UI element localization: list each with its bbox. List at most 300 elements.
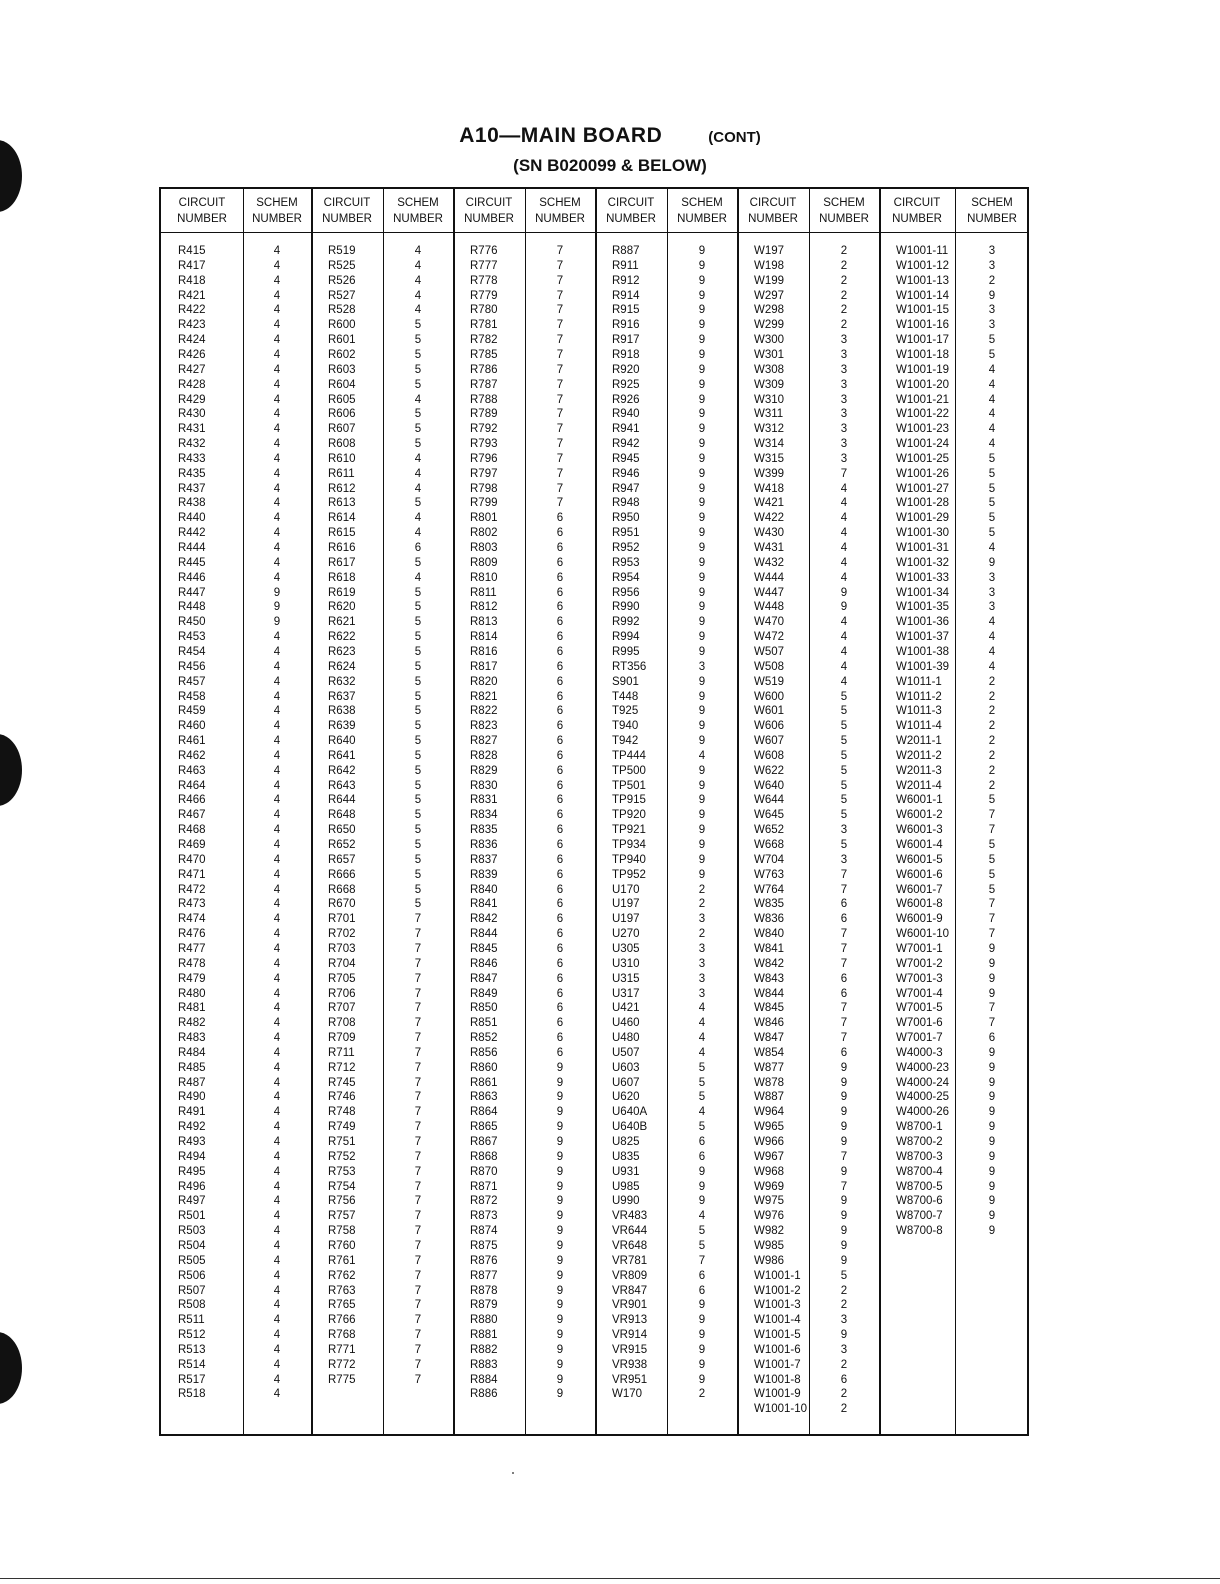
circuit-number-cell: R749 <box>328 1121 356 1134</box>
circuit-number-cell: W1001-12 <box>896 259 950 272</box>
schem-number-cell: 9 <box>698 1358 706 1371</box>
schem-number-cell: 4 <box>273 690 281 703</box>
header-schem-number: SCHEM NUMBER <box>393 197 443 225</box>
circuit-number-cell: R778 <box>470 274 498 287</box>
schem-number-cell: 7 <box>988 809 996 822</box>
circuit-number-cell: W622 <box>754 764 785 777</box>
circuit-number-cell: R757 <box>328 1210 356 1223</box>
circuit-number-cell: R426 <box>178 348 206 361</box>
schem-number-cell: 9 <box>988 1076 996 1089</box>
schem-number-cell: 9 <box>556 1239 564 1252</box>
schem-number-cell: 5 <box>988 839 996 851</box>
circuit-number-cell: R701 <box>328 913 356 926</box>
schem-number-cell: 5 <box>840 779 848 792</box>
header-circuit-number: CIRCUIT NUMBER <box>177 197 227 225</box>
circuit-number-cell: W1001-4 <box>754 1314 801 1327</box>
circuit-number-cell: R821 <box>470 690 498 703</box>
schem-number-cell: 5 <box>414 408 422 421</box>
circuit-number-cell: R666 <box>328 868 356 881</box>
schem-number-cell: 9 <box>273 586 281 599</box>
header-circuit-number: CIRCUIT NUMBER <box>892 197 942 225</box>
circuit-number-cell: R745 <box>328 1076 356 1089</box>
schem-number-cell: 4 <box>414 452 422 465</box>
circuit-number-cell: W6001-8 <box>896 898 943 911</box>
schem-number-cell: 4 <box>414 289 422 302</box>
circuit-number-cell: R432 <box>178 438 206 451</box>
circuit-number-cell: W170 <box>612 1388 643 1401</box>
circuit-number-cell: W197 <box>754 245 785 257</box>
binder-hole <box>0 734 22 806</box>
parts-table <box>159 187 1029 1436</box>
schem-number-cell: 4 <box>273 1329 281 1342</box>
schem-number-cell: 4 <box>273 779 281 792</box>
circuit-number-cell: U170 <box>612 883 640 896</box>
schem-number-cell: 7 <box>414 1046 422 1059</box>
schem-number-cell: 7 <box>414 913 422 926</box>
circuit-number-cell: R882 <box>470 1343 498 1356</box>
schem-number-cell: 9 <box>556 1091 564 1104</box>
schem-number-cell: 9 <box>988 289 996 302</box>
schem-number-cell: 9 <box>698 764 706 777</box>
schem-number-cell: 5 <box>988 868 996 881</box>
schem-number-cell: 4 <box>273 1180 281 1193</box>
schem-number-cell: 4 <box>273 1165 281 1178</box>
circuit-number-cell: R860 <box>470 1061 498 1074</box>
schem-number-cell: 5 <box>698 1239 706 1252</box>
schem-number-cell: 2 <box>988 720 996 733</box>
schem-number-cell: 4 <box>414 482 422 495</box>
circuit-number-cell: R768 <box>328 1329 356 1342</box>
circuit-number-cell: R780 <box>470 304 498 317</box>
circuit-number-cell: W1001-25 <box>896 452 950 465</box>
schem-number-cell: 7 <box>414 1269 422 1282</box>
schem-number-cell: 5 <box>988 794 996 807</box>
schem-number-cell: 6 <box>556 749 564 762</box>
circuit-number-cell: W1001-28 <box>896 497 950 510</box>
circuit-number-cell: W309 <box>754 378 785 391</box>
circuit-number-cell: R476 <box>178 928 206 941</box>
schem-number-cell: 9 <box>556 1210 564 1223</box>
circuit-number-cell: R912 <box>612 274 640 287</box>
schem-number-cell: 9 <box>698 245 706 257</box>
circuit-number-cell: W8700-6 <box>896 1195 943 1208</box>
circuit-number-cell: R600 <box>328 319 356 332</box>
schem-number-cell: 4 <box>273 942 281 955</box>
circuit-number-cell: R623 <box>328 645 356 658</box>
circuit-number-cell: W1011-1 <box>896 675 942 688</box>
schem-number-cell: 4 <box>414 304 422 317</box>
circuit-number-cell: W968 <box>754 1165 785 1178</box>
schem-number-cell: 3 <box>988 586 996 599</box>
schem-number-cell: 9 <box>556 1136 564 1148</box>
schem-number-cell: 5 <box>414 497 422 510</box>
circuit-number-cell: R918 <box>612 348 640 361</box>
schem-number-cell: 9 <box>698 1329 706 1342</box>
group-divider <box>595 189 597 1434</box>
schem-number-cell: 9 <box>273 616 281 629</box>
circuit-number-cell: R789 <box>470 408 498 421</box>
schem-number-cell: 6 <box>556 868 564 881</box>
schem-number-cell: 3 <box>698 987 706 1000</box>
circuit-number-cell: R995 <box>612 645 640 658</box>
schem-number-cell: 9 <box>698 809 706 822</box>
schem-number-cell: 7 <box>556 393 564 406</box>
schem-number-cell: 7 <box>414 1373 422 1386</box>
circuit-number-cell: W4000-24 <box>896 1076 950 1089</box>
circuit-number-cell: W976 <box>754 1210 785 1223</box>
circuit-number-cell: R514 <box>178 1358 206 1371</box>
schem-number-cell: 4 <box>273 319 281 332</box>
circuit-number-cell: R881 <box>470 1329 498 1342</box>
circuit-number-cell: R760 <box>328 1239 356 1252</box>
schem-number-cell: 4 <box>698 1032 706 1045</box>
circuit-number-cell: W1001-3 <box>754 1299 801 1312</box>
schem-number-cell: 6 <box>988 1032 996 1045</box>
circuit-number-cell: R428 <box>178 378 206 391</box>
circuit-number-cell: VR913 <box>612 1314 648 1327</box>
schem-number-cell: 4 <box>414 512 422 525</box>
schem-number-cell: 7 <box>988 1017 996 1030</box>
schem-number-cell: 7 <box>414 1254 422 1267</box>
circuit-number-cell: U985 <box>612 1180 640 1193</box>
schem-number-cell: 9 <box>988 1165 996 1178</box>
circuit-number-cell: R951 <box>612 527 640 540</box>
circuit-number-cell: T448 <box>612 690 639 703</box>
schem-number-cell: 5 <box>698 1121 706 1134</box>
schem-number-cell: 4 <box>273 853 281 866</box>
circuit-number-cell: R809 <box>470 556 498 569</box>
circuit-number-cell: R468 <box>178 824 206 837</box>
schem-number-cell: 4 <box>273 749 281 762</box>
schem-number-cell: 4 <box>273 348 281 361</box>
circuit-number-cell: W1001-35 <box>896 601 950 614</box>
schem-number-cell: 3 <box>988 319 996 332</box>
schem-number-cell: 5 <box>988 348 996 361</box>
schem-number-cell: 7 <box>556 378 564 391</box>
schem-number-cell: 4 <box>273 1017 281 1030</box>
circuit-number-cell: W1001-7 <box>754 1358 801 1371</box>
circuit-number-cell: W845 <box>754 1002 785 1015</box>
circuit-number-cell: R779 <box>470 289 498 302</box>
schem-number-cell: 5 <box>414 675 422 688</box>
circuit-number-cell: R612 <box>328 482 356 495</box>
circuit-number-cell: R435 <box>178 467 206 480</box>
schem-number-cell: 6 <box>556 1046 564 1059</box>
circuit-number-cell: W8700-2 <box>896 1136 943 1148</box>
circuit-number-cell: W608 <box>754 749 785 762</box>
circuit-number-cell: R643 <box>328 779 356 792</box>
schem-number-cell: 4 <box>273 839 281 851</box>
schem-number-cell: 5 <box>414 438 422 451</box>
circuit-number-cell: R771 <box>328 1343 356 1356</box>
schem-number-cell: 5 <box>414 720 422 733</box>
schem-number-cell: 9 <box>840 1061 848 1074</box>
schem-number-cell: 6 <box>556 705 564 718</box>
circuit-number-cell: R748 <box>328 1106 356 1119</box>
circuit-number-cell: R756 <box>328 1195 356 1208</box>
schem-number-cell: 9 <box>698 452 706 465</box>
schem-number-cell: 4 <box>273 1032 281 1045</box>
circuit-number-cell: R637 <box>328 690 356 703</box>
circuit-number-cell: R796 <box>470 452 498 465</box>
schem-number-cell: 6 <box>556 645 564 658</box>
circuit-number-cell: R512 <box>178 1329 206 1342</box>
schem-number-cell: 3 <box>988 304 996 317</box>
schem-number-cell: 7 <box>556 289 564 302</box>
schem-number-cell: 5 <box>698 1225 706 1238</box>
schem-number-cell: 6 <box>556 631 564 644</box>
schem-number-cell: 9 <box>698 542 706 554</box>
schem-number-cell: 7 <box>556 274 564 287</box>
schem-number-cell: 7 <box>414 1314 422 1327</box>
circuit-number-cell: R956 <box>612 586 640 599</box>
circuit-number-cell: W8700-8 <box>896 1225 943 1238</box>
schem-number-cell: 2 <box>840 1284 848 1297</box>
schem-number-cell: 5 <box>988 512 996 525</box>
circuit-number-cell: R483 <box>178 1032 206 1045</box>
schem-number-cell: 9 <box>556 1358 564 1371</box>
schem-number-cell: 7 <box>414 1150 422 1163</box>
schem-number-cell: 4 <box>273 467 281 480</box>
circuit-number-cell: W843 <box>754 972 785 985</box>
schem-number-cell: 9 <box>556 1314 564 1327</box>
schem-number-cell: 4 <box>273 1091 281 1104</box>
schem-number-cell: 7 <box>414 928 422 941</box>
schem-number-cell: 9 <box>698 735 706 748</box>
schem-number-cell: 6 <box>840 987 848 1000</box>
circuit-number-cell: R711 <box>328 1046 355 1059</box>
schem-number-cell: 7 <box>414 1017 422 1030</box>
circuit-number-cell: R775 <box>328 1373 356 1386</box>
circuit-number-cell: R460 <box>178 720 206 733</box>
circuit-number-cell: VR809 <box>612 1269 648 1282</box>
schem-number-cell: 4 <box>273 556 281 569</box>
circuit-number-cell: R471 <box>178 868 206 881</box>
circuit-number-cell: R875 <box>470 1239 498 1252</box>
circuit-number-cell: R632 <box>328 675 356 688</box>
circuit-number-cell: TP920 <box>612 809 646 822</box>
schem-number-cell: 7 <box>840 928 848 941</box>
circuit-number-cell: W1001-31 <box>896 542 950 554</box>
circuit-number-cell: R878 <box>470 1284 498 1297</box>
circuit-number-cell: R493 <box>178 1136 206 1148</box>
schem-number-cell: 7 <box>840 957 848 970</box>
circuit-number-cell: R608 <box>328 438 356 451</box>
schem-number-cell: 9 <box>698 839 706 851</box>
circuit-number-cell: W1001-29 <box>896 512 950 525</box>
circuit-number-cell: W430 <box>754 527 785 540</box>
schem-number-cell: 5 <box>414 586 422 599</box>
schem-number-cell: 4 <box>273 675 281 688</box>
schem-number-cell: 9 <box>698 348 706 361</box>
schem-number-cell: 5 <box>414 660 422 673</box>
circuit-number-cell: W1001-18 <box>896 348 950 361</box>
circuit-number-cell: R945 <box>612 452 640 465</box>
circuit-number-cell: R884 <box>470 1373 498 1386</box>
circuit-number-cell: TP940 <box>612 853 646 866</box>
circuit-number-cell: R613 <box>328 497 356 510</box>
circuit-number-cell: R941 <box>612 423 640 436</box>
schem-number-cell: 6 <box>556 601 564 614</box>
schem-number-cell: 9 <box>698 467 706 480</box>
circuit-number-cell: R851 <box>470 1017 498 1030</box>
schem-number-cell: 2 <box>840 1358 848 1371</box>
schem-number-cell: 2 <box>840 319 848 332</box>
schem-number-cell: 4 <box>273 1106 281 1119</box>
schem-number-cell: 7 <box>840 942 848 955</box>
circuit-number-cell: R610 <box>328 452 356 465</box>
circuit-number-cell: W846 <box>754 1017 785 1030</box>
circuit-number-cell: R491 <box>178 1106 206 1119</box>
schem-number-cell: 9 <box>556 1373 564 1386</box>
schem-number-cell: 9 <box>698 720 706 733</box>
circuit-number-cell: W840 <box>754 928 785 941</box>
circuit-number-cell: W640 <box>754 779 785 792</box>
circuit-number-cell: R814 <box>470 631 498 644</box>
schem-number-cell: 9 <box>698 304 706 317</box>
circuit-number-cell: R469 <box>178 839 206 851</box>
circuit-number-cell: R754 <box>328 1180 356 1193</box>
circuit-number-cell: W8700-4 <box>896 1165 943 1178</box>
schem-number-cell: 4 <box>273 1299 281 1312</box>
circuit-number-cell: W1001-10 <box>754 1403 808 1416</box>
schem-number-cell: 4 <box>840 631 848 644</box>
circuit-number-cell: W8700-1 <box>896 1121 943 1134</box>
schem-number-cell: 4 <box>273 1195 281 1208</box>
circuit-number-cell: R492 <box>178 1121 206 1134</box>
schem-number-cell: 6 <box>698 1269 706 1282</box>
schem-number-cell: 9 <box>556 1284 564 1297</box>
circuit-number-cell: R485 <box>178 1061 206 1074</box>
schem-number-cell: 5 <box>414 749 422 762</box>
schem-number-cell: 4 <box>698 1002 706 1015</box>
schem-number-cell: 4 <box>273 1121 281 1134</box>
schem-number-cell: 9 <box>698 1373 706 1386</box>
circuit-number-cell: R753 <box>328 1165 356 1178</box>
circuit-number-cell: R846 <box>470 957 498 970</box>
title-main: A10—MAIN BOARD <box>459 124 663 147</box>
circuit-number-cell: VR781 <box>612 1254 648 1267</box>
schem-number-cell: 4 <box>273 1225 281 1238</box>
schem-number-cell: 4 <box>273 423 281 436</box>
circuit-number-cell: R496 <box>178 1180 206 1193</box>
circuit-number-cell: R811 <box>470 586 497 599</box>
circuit-number-cell: R793 <box>470 438 498 451</box>
circuit-number-cell: R887 <box>612 245 640 257</box>
schem-number-cell: 6 <box>556 512 564 525</box>
schem-number-cell: 7 <box>840 467 848 480</box>
schem-number-cell: 9 <box>698 1180 706 1193</box>
schem-number-cell: 4 <box>273 809 281 822</box>
schem-number-cell: 5 <box>840 690 848 703</box>
circuit-number-cell: W6001-4 <box>896 839 943 851</box>
schem-number-cell: 7 <box>988 824 996 837</box>
circuit-number-cell: W1011-3 <box>896 705 942 718</box>
schem-number-cell: 4 <box>414 245 422 257</box>
schem-number-cell: 9 <box>988 957 996 970</box>
schem-number-cell: 4 <box>988 393 996 406</box>
schem-number-cell: 9 <box>698 1165 706 1178</box>
schem-number-cell: 6 <box>840 972 848 985</box>
page-bottom-rule <box>0 1578 1220 1579</box>
circuit-number-cell: R470 <box>178 853 206 866</box>
schem-number-cell: 5 <box>840 764 848 777</box>
schem-number-cell: 7 <box>414 1076 422 1089</box>
circuit-number-cell: W985 <box>754 1239 785 1252</box>
circuit-number-cell: W1001-30 <box>896 527 950 540</box>
schem-number-cell: 3 <box>698 972 706 985</box>
schem-number-cell: 9 <box>698 363 706 376</box>
schem-number-cell: 9 <box>988 1225 996 1238</box>
circuit-number-cell: VR951 <box>612 1373 648 1386</box>
schem-number-cell: 7 <box>414 1239 422 1252</box>
schem-number-cell: 4 <box>273 1284 281 1297</box>
circuit-number-cell: W8700-7 <box>896 1210 943 1223</box>
schem-number-cell: 6 <box>840 1046 848 1059</box>
circuit-number-cell: R429 <box>178 393 206 406</box>
circuit-number-cell: W763 <box>754 868 785 881</box>
schem-number-cell: 5 <box>988 467 996 480</box>
schem-number-cell: 4 <box>414 274 422 287</box>
circuit-number-cell: R841 <box>470 898 498 911</box>
schem-number-cell: 4 <box>840 660 848 673</box>
schem-number-cell: 6 <box>556 942 564 955</box>
circuit-number-cell: W199 <box>754 274 785 287</box>
circuit-number-cell: R801 <box>470 512 498 525</box>
circuit-number-cell: W1001-13 <box>896 274 950 287</box>
circuit-number-cell: R446 <box>178 571 206 584</box>
circuit-number-cell: R813 <box>470 616 498 629</box>
circuit-number-cell: W444 <box>754 571 785 584</box>
schem-number-cell: 4 <box>273 913 281 926</box>
circuit-number-cell: R762 <box>328 1269 356 1282</box>
circuit-number-cell: R497 <box>178 1195 206 1208</box>
schem-number-cell: 7 <box>414 1180 422 1193</box>
schem-number-cell: 6 <box>556 957 564 970</box>
schem-number-cell: 7 <box>414 1061 422 1074</box>
schem-number-cell: 6 <box>556 972 564 985</box>
schem-number-cell: 2 <box>988 749 996 762</box>
schem-number-cell: 4 <box>988 423 996 436</box>
circuit-number-cell: W301 <box>754 348 785 361</box>
group-divider <box>737 189 739 1434</box>
schem-number-cell: 9 <box>988 556 996 569</box>
circuit-number-cell: W878 <box>754 1076 785 1089</box>
circuit-number-cell: VR648 <box>612 1239 648 1252</box>
schem-number-cell: 9 <box>988 1121 996 1134</box>
schem-number-cell: 5 <box>414 334 422 347</box>
schem-number-cell: 5 <box>414 898 422 911</box>
circuit-number-cell: W601 <box>754 705 785 718</box>
circuit-number-cell: W1001-8 <box>754 1373 801 1386</box>
schem-number-cell: 9 <box>556 1299 564 1312</box>
schem-number-cell: 7 <box>556 423 564 436</box>
circuit-number-cell: W7001-5 <box>896 1002 943 1015</box>
circuit-number-cell: W507 <box>754 645 785 658</box>
schem-number-cell: 7 <box>556 482 564 495</box>
circuit-number-cell: R864 <box>470 1106 498 1119</box>
circuit-number-cell: R865 <box>470 1121 498 1134</box>
schem-number-cell: 5 <box>414 705 422 718</box>
schem-number-cell: 6 <box>556 764 564 777</box>
circuit-number-cell: R519 <box>328 245 356 257</box>
schem-number-cell: 7 <box>840 1002 848 1015</box>
schem-number-cell: 9 <box>840 1210 848 1223</box>
schem-number-cell: 5 <box>840 749 848 762</box>
schem-number-cell: 5 <box>414 779 422 792</box>
schem-number-cell: 4 <box>840 482 848 495</box>
schem-number-cell: 7 <box>414 1343 422 1356</box>
